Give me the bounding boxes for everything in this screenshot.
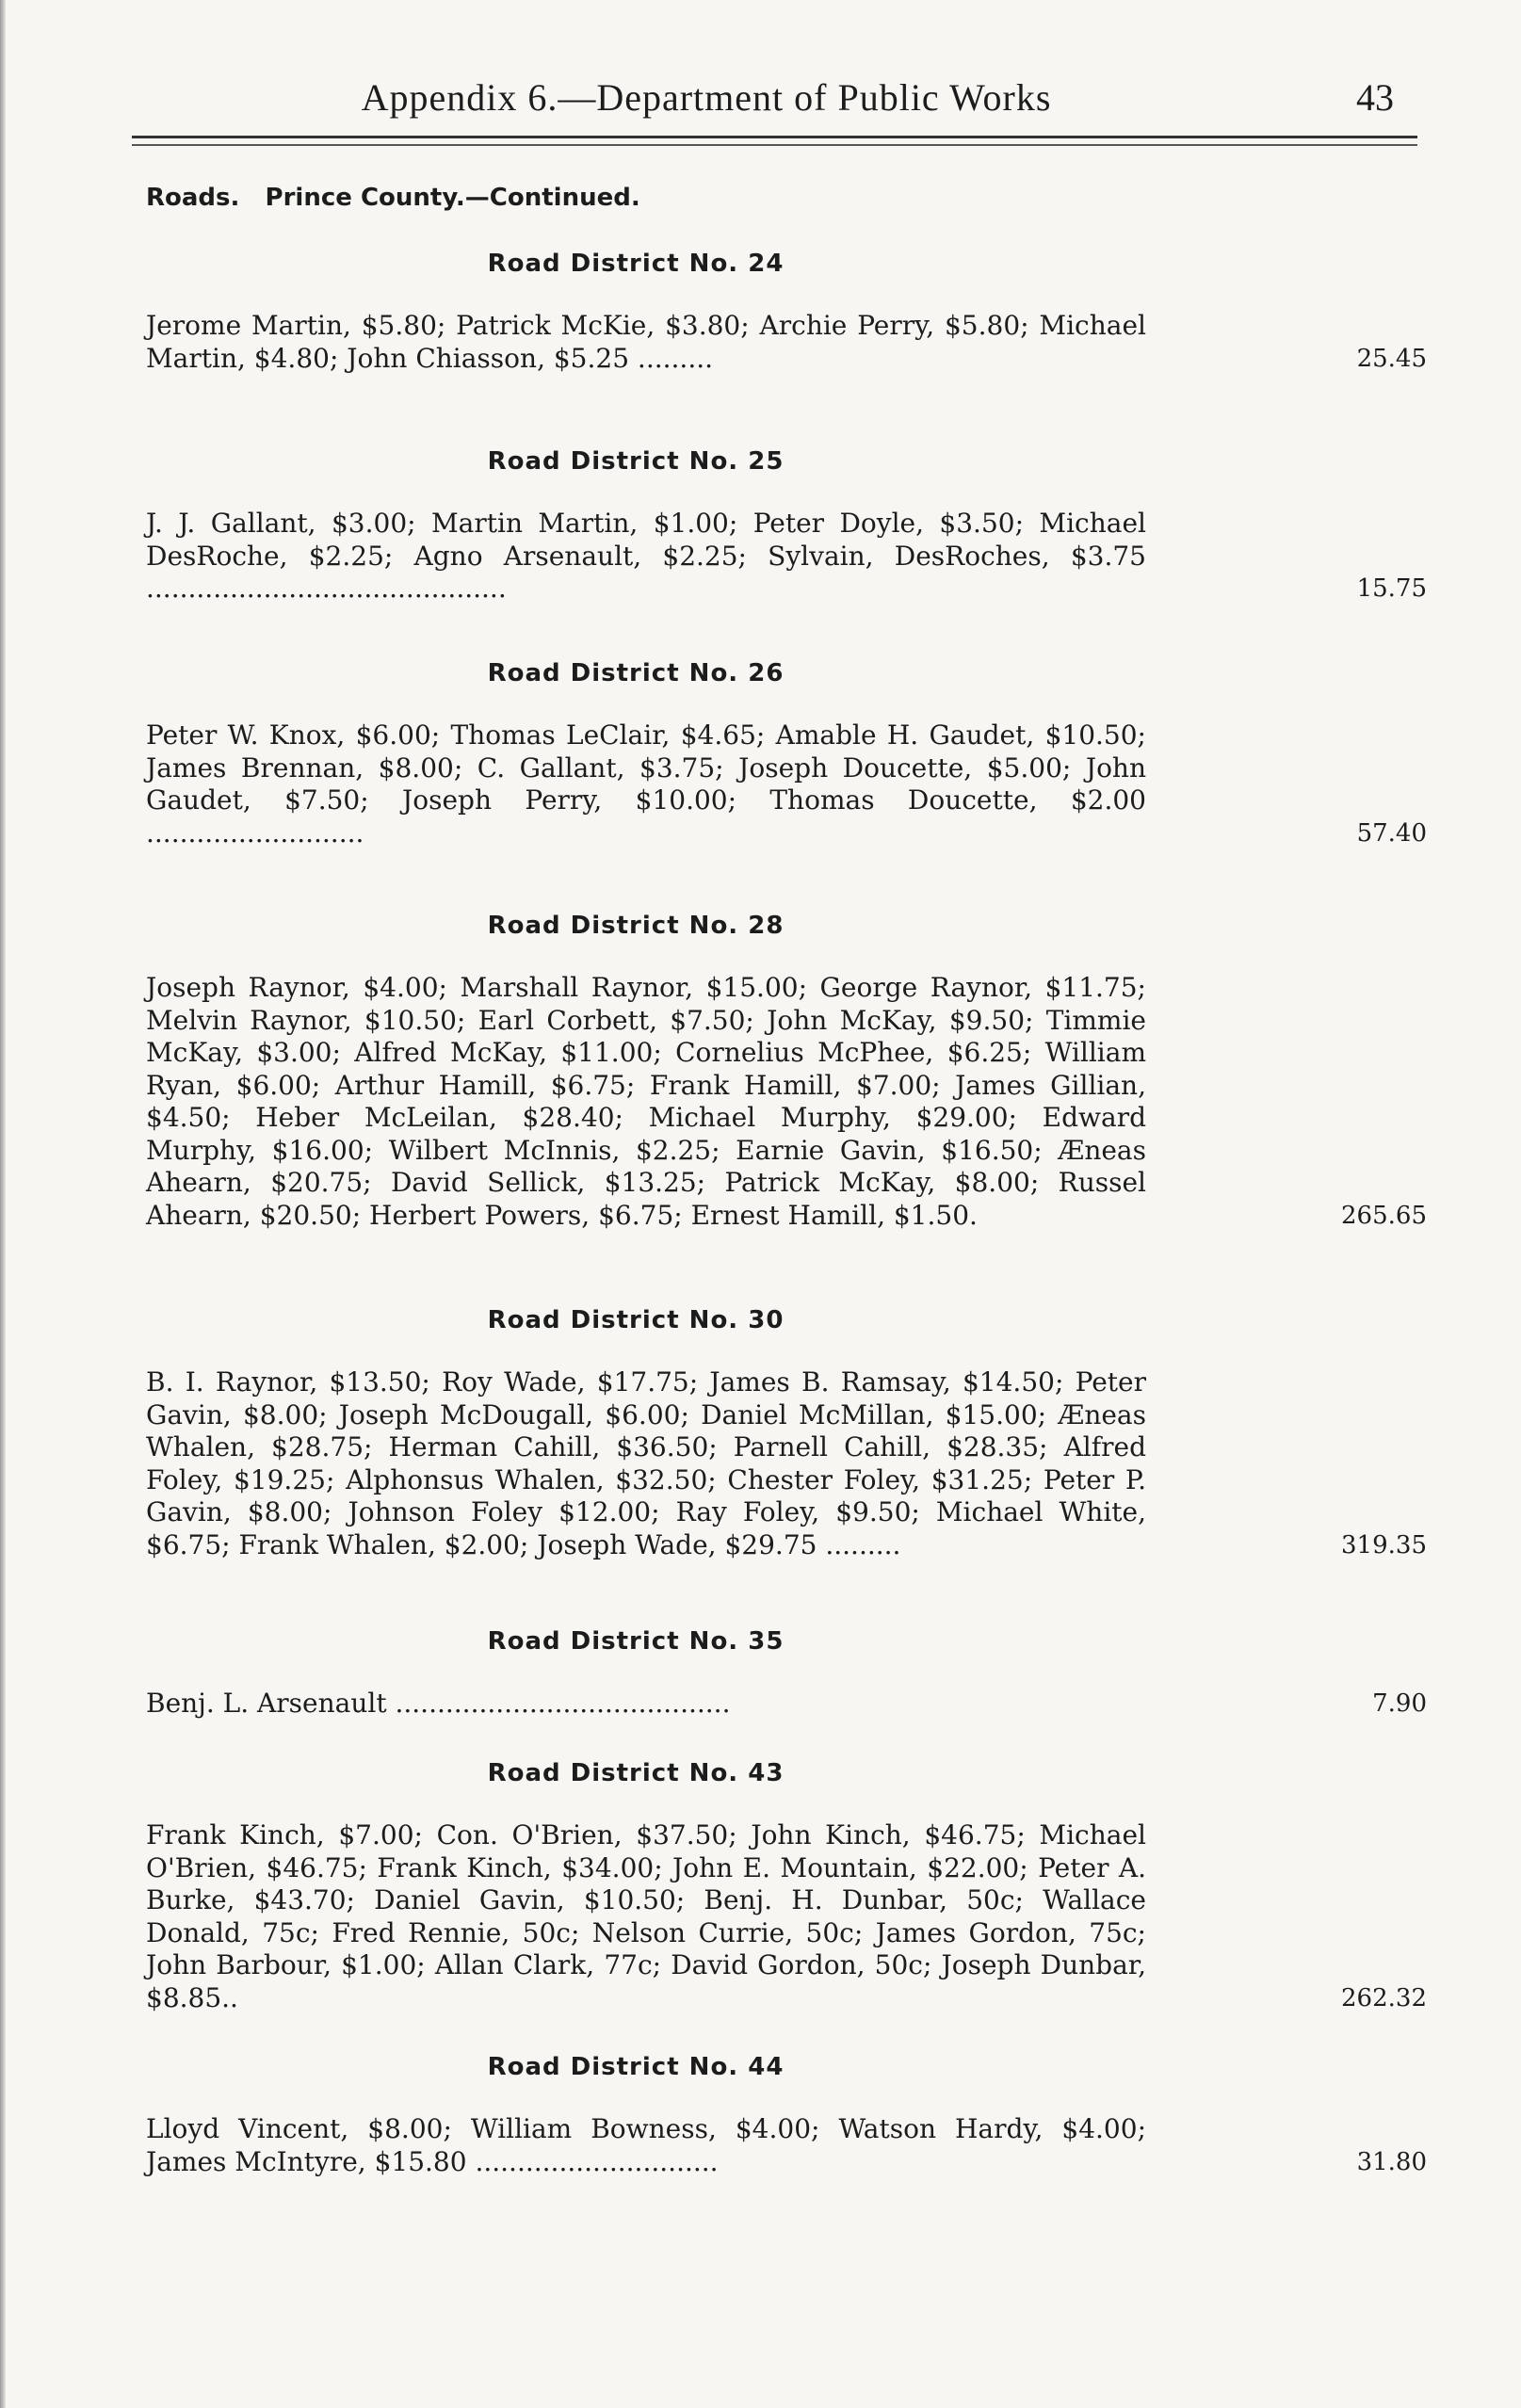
road-district-30 [146,1306,1427,1561]
district-heading: Road District No. 24 [487,250,785,278]
header-rule-secondary [132,144,1417,146]
district-total: 262.32 [1341,1983,1427,2012]
running-header [0,75,1521,132]
district-total: 319.35 [1341,1530,1427,1560]
district-entry [146,1819,1427,2014]
district-total: 7.90 [1372,1689,1427,1718]
header-title: Appendix 6.—Department of Public Works [361,76,1052,119]
road-district-25 [146,447,1427,606]
district-heading: Road District No. 30 [487,1306,785,1334]
district-names: Jerome Martin, $5.80; Patrick McKie, $3.80; Archie Perry, $5.80; Michael Martin, $4.80; John Chiasson, $5.25 ......... [146,310,1146,374]
district-total: 25.45 [1356,344,1427,373]
road-district-28 [146,912,1427,1232]
section-heading: Roads. Prince County.—Continued. [146,184,640,212]
district-names: Peter W. Knox, $6.00; Thomas LeClair, $4.65; Amable H. Gaudet, $10.50; James Brennan, $8.00; C. Gallant, $3.75; Joseph Doucette, $5.00; John Gaudet, $7.50; Joseph Perry, $10.00; Thomas Doucette, $2.00 .......................... [146,719,1146,848]
district-names: Frank Kinch, $7.00; Con. O'Brien, $37.50; John Kinch, $46.75; Michael O'Brien, $46.75; Frank Kinch, $34.00; John E. Mountain, $22.00; Peter A. Burke, $43.70; Daniel Gavin, $10.50; Benj. H. Dunbar, 50c; Wallace Donald, 75c; Fred Rennie, 50c; Nelson Currie, 50c; James Gordon, 75c; John Barbour, $1.00; Allan Clark, 77c; David Gordon, 50c; Joseph Dunbar, $8.85.. [146,1819,1146,2013]
district-names: Benj. L. Arsenault ........................................ [146,1688,731,1719]
district-names: Joseph Raynor, $4.00; Marshall Raynor, $15.00; George Raynor, $11.75; Melvin Raynor, $10.50; Earl Corbett, $7.50; John McKay, $9.50; Timmie McKay, $3.00; Alfred McKay, $11.00; Cornelius McPhee, $6.25; William Ryan, $6.00; Arthur Hamill, $6.75; Frank Hamill, $7.00; James Gillian, $4.50; Heber McLeilan, $28.40; Michael Murphy, $29.00; Edward Murphy, $16.00; Wilbert McInnis, $2.25; Earnie Gavin, $16.50; Æneas Ahearn, $20.75; David Sellick, $13.25; Patrick McKay, $8.00; Russel Ahearn, $20.50; Herbert Powers, $6.75; Ernest Hamill, $1.50. [146,972,1146,1231]
district-heading: Road District No. 25 [487,447,785,476]
road-district-43 [146,1759,1427,2014]
district-entry [146,1688,1427,1721]
district-heading: Road District No. 44 [487,2053,785,2081]
district-entry [146,508,1427,606]
district-heading: Road District No. 35 [487,1627,785,1656]
district-heading: Road District No. 26 [487,659,785,687]
page-edge-shadow [0,0,6,2408]
district-total: 57.40 [1356,818,1427,848]
road-district-35 [146,1627,1427,1721]
district-names: B. I. Raynor, $13.50; Roy Wade, $17.75; James B. Ramsay, $14.50; Peter Gavin, $8.00; Joseph McDougall, $6.00; Daniel McMillan, $15.00; Æneas Whalen, $28.75; Herman Cahill, $36.50; Parnell Cahill, $28.35; Alfred Foley, $19.25; Alphonsus Whalen, $32.50; Chester Foley, $31.25; Peter P. Gavin, $8.00; Johnson Foley $12.00; Ray Foley, $9.50; Michael White, $6.75; Frank Whalen, $2.00; Joseph Wade, $29.75 ......... [146,1366,1146,1560]
district-entry [146,972,1427,1232]
road-district-44 [146,2053,1427,2178]
road-district-26 [146,659,1427,849]
district-entry [146,1366,1427,1561]
district-heading: Road District No. 43 [487,1759,785,1787]
page-number: 43 [1356,76,1394,119]
district-total: 15.75 [1356,574,1427,603]
district-total: 265.65 [1341,1201,1427,1230]
district-names: Lloyd Vincent, $8.00; William Bowness, $4.00; Watson Hardy, $4.00; James McIntyre, $15.80 ............................. [146,2113,1146,2177]
district-names: J. J. Gallant, $3.00; Martin Martin, $1.00; Peter Doyle, $3.50; Michael DesRoche, $2.25; Agno Arsenault, $2.25; Sylvain, DesRoches, $3.75 ........................................... [146,508,1146,604]
district-total: 31.80 [1356,2147,1427,2176]
road-district-24 [146,250,1427,375]
district-entry [146,719,1427,849]
header-rule [132,136,1417,138]
district-entry [146,310,1427,375]
district-heading: Road District No. 28 [487,912,785,940]
district-entry [146,2113,1427,2178]
